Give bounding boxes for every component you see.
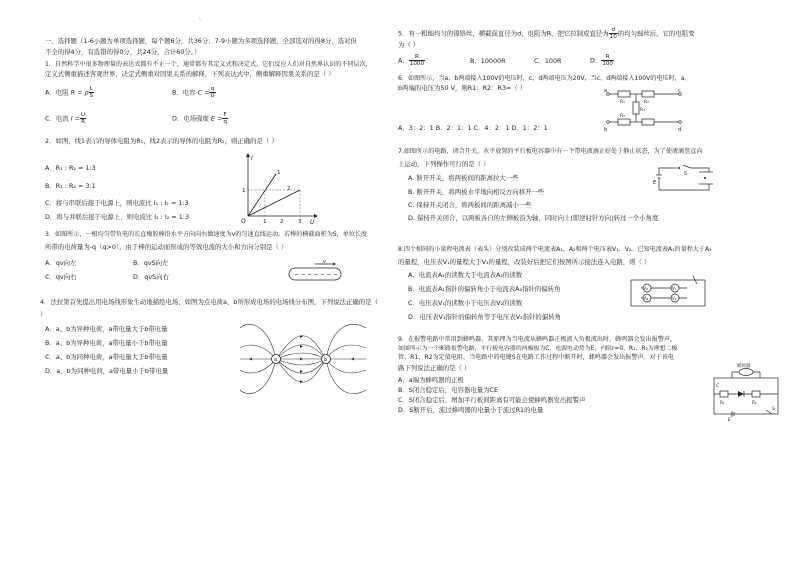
q6-stem-line1: 6．如图所示，当a、b两端接入100V的电压时，c、d两端电压为20V，当c、d两端接入100V的电压时，a、: [398, 75, 691, 82]
q9-label-c: C: [716, 384, 720, 389]
q6-options: A．3：2：1 B．2：1：1 C．4：2：1 D．1：2：1: [398, 124, 548, 132]
q7-option-a: A. 断开开关，将两板间的距离拉大一些: [408, 174, 519, 182]
q8-option-b: B．电流表A₁指针的偏转角小于电流表A₂指针的偏转角: [408, 285, 561, 293]
section-header-line2: 不全的得4分，有选错的得0分，共24分，合计60分。）: [45, 48, 201, 56]
q2-graph-tick-x3: 3: [298, 219, 302, 225]
q9-option-b: B．S闭合稳定后，电容器电量为CE: [398, 386, 499, 394]
q3-option-d: D．qvS向右: [133, 273, 169, 281]
q5-option-a: A． $\frac{R}{1000}$: [398, 54, 425, 67]
q1-option-d: D．电场强度 E = $\frac{F}{q}$: [172, 112, 227, 125]
q8-option-a: A．电流表A₁的读数大于电流表A₂的读数: [408, 271, 523, 279]
q8-stem-line1: 8.四个相同的小量程电流表（表头）分别改装成两个电流表A₁、A₂和两个电压表V₁、V₂。已知电流表A₁的量程大于A₂: [398, 246, 712, 253]
q8-option-c: C．电压表V₁的读数小于电压表V₂的读数: [408, 299, 523, 307]
q4-option-d: D．a、b为同种电荷，a带电量小于b带电量: [45, 367, 169, 375]
rod-minus-sign: −: [333, 271, 339, 279]
q4-option-a: A．a、b为异种电荷，a带电量大于b带电量: [45, 325, 168, 333]
q6-stem-line2: b两端的电压为50 V，则R1：R2：R3=（ ）: [398, 84, 527, 92]
q3-option-b: B．qvS向左: [133, 259, 169, 267]
q9-stem-line1: 9．在报警电路中常用到蜂鸣器，其原理为当电流从蜂鸣器正极流入负极流出时，蜂鸣器会发出报警声，: [398, 336, 677, 343]
q1-stem-line2: 定义式侧重描述客观世界，决定式侧重对因果关系的解释，下列表达式中，侧重解释因果关系的是（ ）: [45, 70, 335, 78]
q2-graph-tick-x2: 2: [280, 219, 284, 225]
q6-label-d: d: [678, 127, 682, 133]
q9-option-d: D．S断开后，流过蜂鸣器的电量小于流过R1的电量: [398, 406, 544, 414]
q2-option-a: A．R₁ : R₂ = 1:3: [45, 164, 96, 172]
q7-option-d: D. 保持开关闭合，以两板各自的左侧板沿为轴，同时向上(即逆时针方向)转过一个小角度: [408, 214, 659, 222]
rod-minus-sign: −: [300, 271, 306, 279]
q4-field-lines-figure: [238, 318, 368, 400]
q2-graph-line2-label: 2: [287, 186, 291, 192]
q3-rod-figure: [285, 258, 345, 284]
section-header-line1: 一、选择题（1-6小题为单项选择题，每个题6分，共36分；7-9小题为多项选择题，全部选对的得8分，选对但: [45, 37, 357, 45]
q6-label-r1: R₁: [620, 100, 625, 105]
q9-label-s: S: [772, 407, 775, 412]
q9-stem-line2: 如图所示为一个断路报警电路，平行板电容器的两极板为C，电源电动势为E，内阻r=0，R₁、R₂为理想二极: [398, 346, 678, 352]
q3-option-a: A．qv向左: [45, 259, 77, 267]
q7-stem-line2: 上运动，下列操作可行的是（ ）: [398, 160, 490, 168]
q8-meter-a1: A₁: [644, 286, 649, 291]
q9-stem-line3: 管，R1、R2为定值电阻，当电路中的电键S在电路工作过程中断开时，蜂鸣器会发出报警声。对于该电: [398, 354, 675, 361]
q7-stem-line1: 7.如图所示的电路，闭合开关，水平放置的平行板电容器中有一个带电液滴正好处于静止状态，为了使液滴竖直向: [398, 148, 703, 155]
q6-label-b: b: [604, 127, 608, 133]
q1-option-c: C．电流 I = $\frac{U}{R}$: [45, 112, 86, 125]
rod-minus-sign: −: [313, 271, 319, 279]
q5-option-c: C．100R: [534, 57, 562, 65]
q1-option-b: B．电容 C = $\frac{q}{U}$: [172, 86, 215, 99]
q2-iu-graph: [238, 150, 320, 225]
q1-option-a: A．电阻 R = ρ $\frac{L}{S}$: [45, 86, 94, 99]
q8-option-d: D．电压表V₁指针的偏转角等于电压表V₂指针的偏转角: [408, 313, 561, 321]
q1-stem-line1: 1．自然科学中很多物理量的表达式都有不止一个，通常都有其定义式和决定式，它们反应人们对自然界认识的不同层次，: [45, 61, 372, 68]
q9-stem-line4: 路下列说法正确的是（ ）: [398, 364, 471, 372]
q5-stem: 5．有一粗细均匀的镍铬丝，横截面直径为d，电阻为R，把它拉制成直径为 $\frac{d}{10}$ 的均匀细丝后，它的电阻变: [398, 27, 695, 40]
q3-stem-line2: 所带的电荷量为-q（q>0），由于棒的运动而形成的等效电流的大小和方向分别是（ ）: [45, 243, 288, 251]
q9-label-e: E: [728, 418, 731, 423]
q2-option-b: B．R₁ : R₂ = 3:1: [45, 182, 96, 190]
q4-charge-b-label: b: [324, 357, 328, 363]
q7-capacitor-circuit: [655, 162, 713, 194]
q4-stem: 4．法拉第首先提出用电场线形象生动地描绘电场，如图为点电荷a、b所形成电场的电场线分布图，下列说法正确的是（: [40, 298, 378, 306]
rod-minus-sign: −: [307, 271, 313, 279]
q3-velocity-label: v: [323, 259, 326, 265]
q4-stem-end: ）: [40, 310, 47, 318]
q9-buzzer-label: 蜂鸣器: [737, 364, 751, 369]
q5-option-d: D． $\frac{R}{100}$: [590, 54, 613, 67]
q9-option-a: A．a端为蜂鸣器的正极: [398, 376, 464, 384]
q8-meter-circuit: [627, 274, 709, 312]
q2-graph-origin: O: [241, 218, 246, 225]
q6-label-r3: R₃: [640, 108, 645, 113]
q8-meter-v2: V₂: [672, 296, 677, 301]
top-mark: ㄣ: [198, 17, 204, 23]
q6-label-r1-bottom: R₁: [620, 114, 625, 119]
q4-option-c: C．a、b为同种电荷，a带电量大于b带电量: [45, 353, 168, 361]
q8-stem-line2: 的量程，电压表V₁的量程大于V₂的量程，改装好后把它们按图所示接法连入电路，则（ ）: [398, 258, 651, 266]
q8-meter-v1: V₁: [672, 286, 677, 291]
q9-label-r2: R₂: [752, 400, 757, 405]
q9-buzzer-circuit: [706, 364, 786, 422]
q2-graph-x-label: U: [310, 219, 315, 226]
q6-label-r2: R₂: [644, 100, 649, 105]
rod-minus-sign: −: [294, 271, 300, 279]
q8-meter-a2: A₂: [644, 296, 649, 301]
q2-graph-tick-y1: 1: [242, 188, 246, 194]
q2-option-d: D．将与并联后接于电源上，则电流比 I₁ : I₂ = 1:3: [45, 213, 190, 221]
q7-label-e: E: [653, 180, 657, 186]
q2-graph-y-label: I: [251, 155, 253, 162]
q5-option-b: B．10000R: [470, 57, 506, 65]
q9-label-r1: R₁: [720, 400, 725, 405]
q7-option-b: B. 断开开关，将两板水平地向相反方向移开一些: [408, 188, 545, 196]
q2-option-c: C．将与串联后接于电源上，则电流比 I₁ : I₂ = 1:3: [45, 199, 189, 207]
q2-graph-line1-label: 1: [277, 170, 281, 176]
q6-circuit-figure: [604, 86, 684, 132]
q3-stem-line1: 3．如图所示，一根均匀带负电的长直橡胶棒沿水平方向向右做速度为v的匀速直线运动。若棒的横截面积为S，单位长度: [45, 231, 368, 238]
q7-option-c: C. 保持开关闭合，将两板间的距离减小一些: [408, 201, 532, 209]
q9-option-c: C．S闭合稳定后，增加平行板间距离有可能会使蜂鸣器发出报警声: [398, 396, 586, 404]
q4-option-b: B．a、b为异种电荷，a带电量小于b带电量: [45, 339, 168, 347]
q2-stem: 2．如图，线1表示的导体电阻为R₁，线2表示的导体的电阻为R₂，则正确的是（ ）: [45, 137, 278, 145]
q5-stem-line2: 为（ ）: [398, 41, 420, 49]
rod-minus-sign: −: [326, 271, 332, 279]
rod-minus-sign: −: [320, 271, 326, 279]
q2-graph-tick-x1: 1: [263, 219, 267, 225]
q6-label-a: a: [604, 88, 608, 94]
q6-label-c: c: [678, 88, 681, 94]
q7-label-s: S: [684, 171, 688, 177]
q4-charge-a-label: a: [274, 357, 278, 363]
q3-option-c: C．qv向右: [45, 273, 77, 281]
